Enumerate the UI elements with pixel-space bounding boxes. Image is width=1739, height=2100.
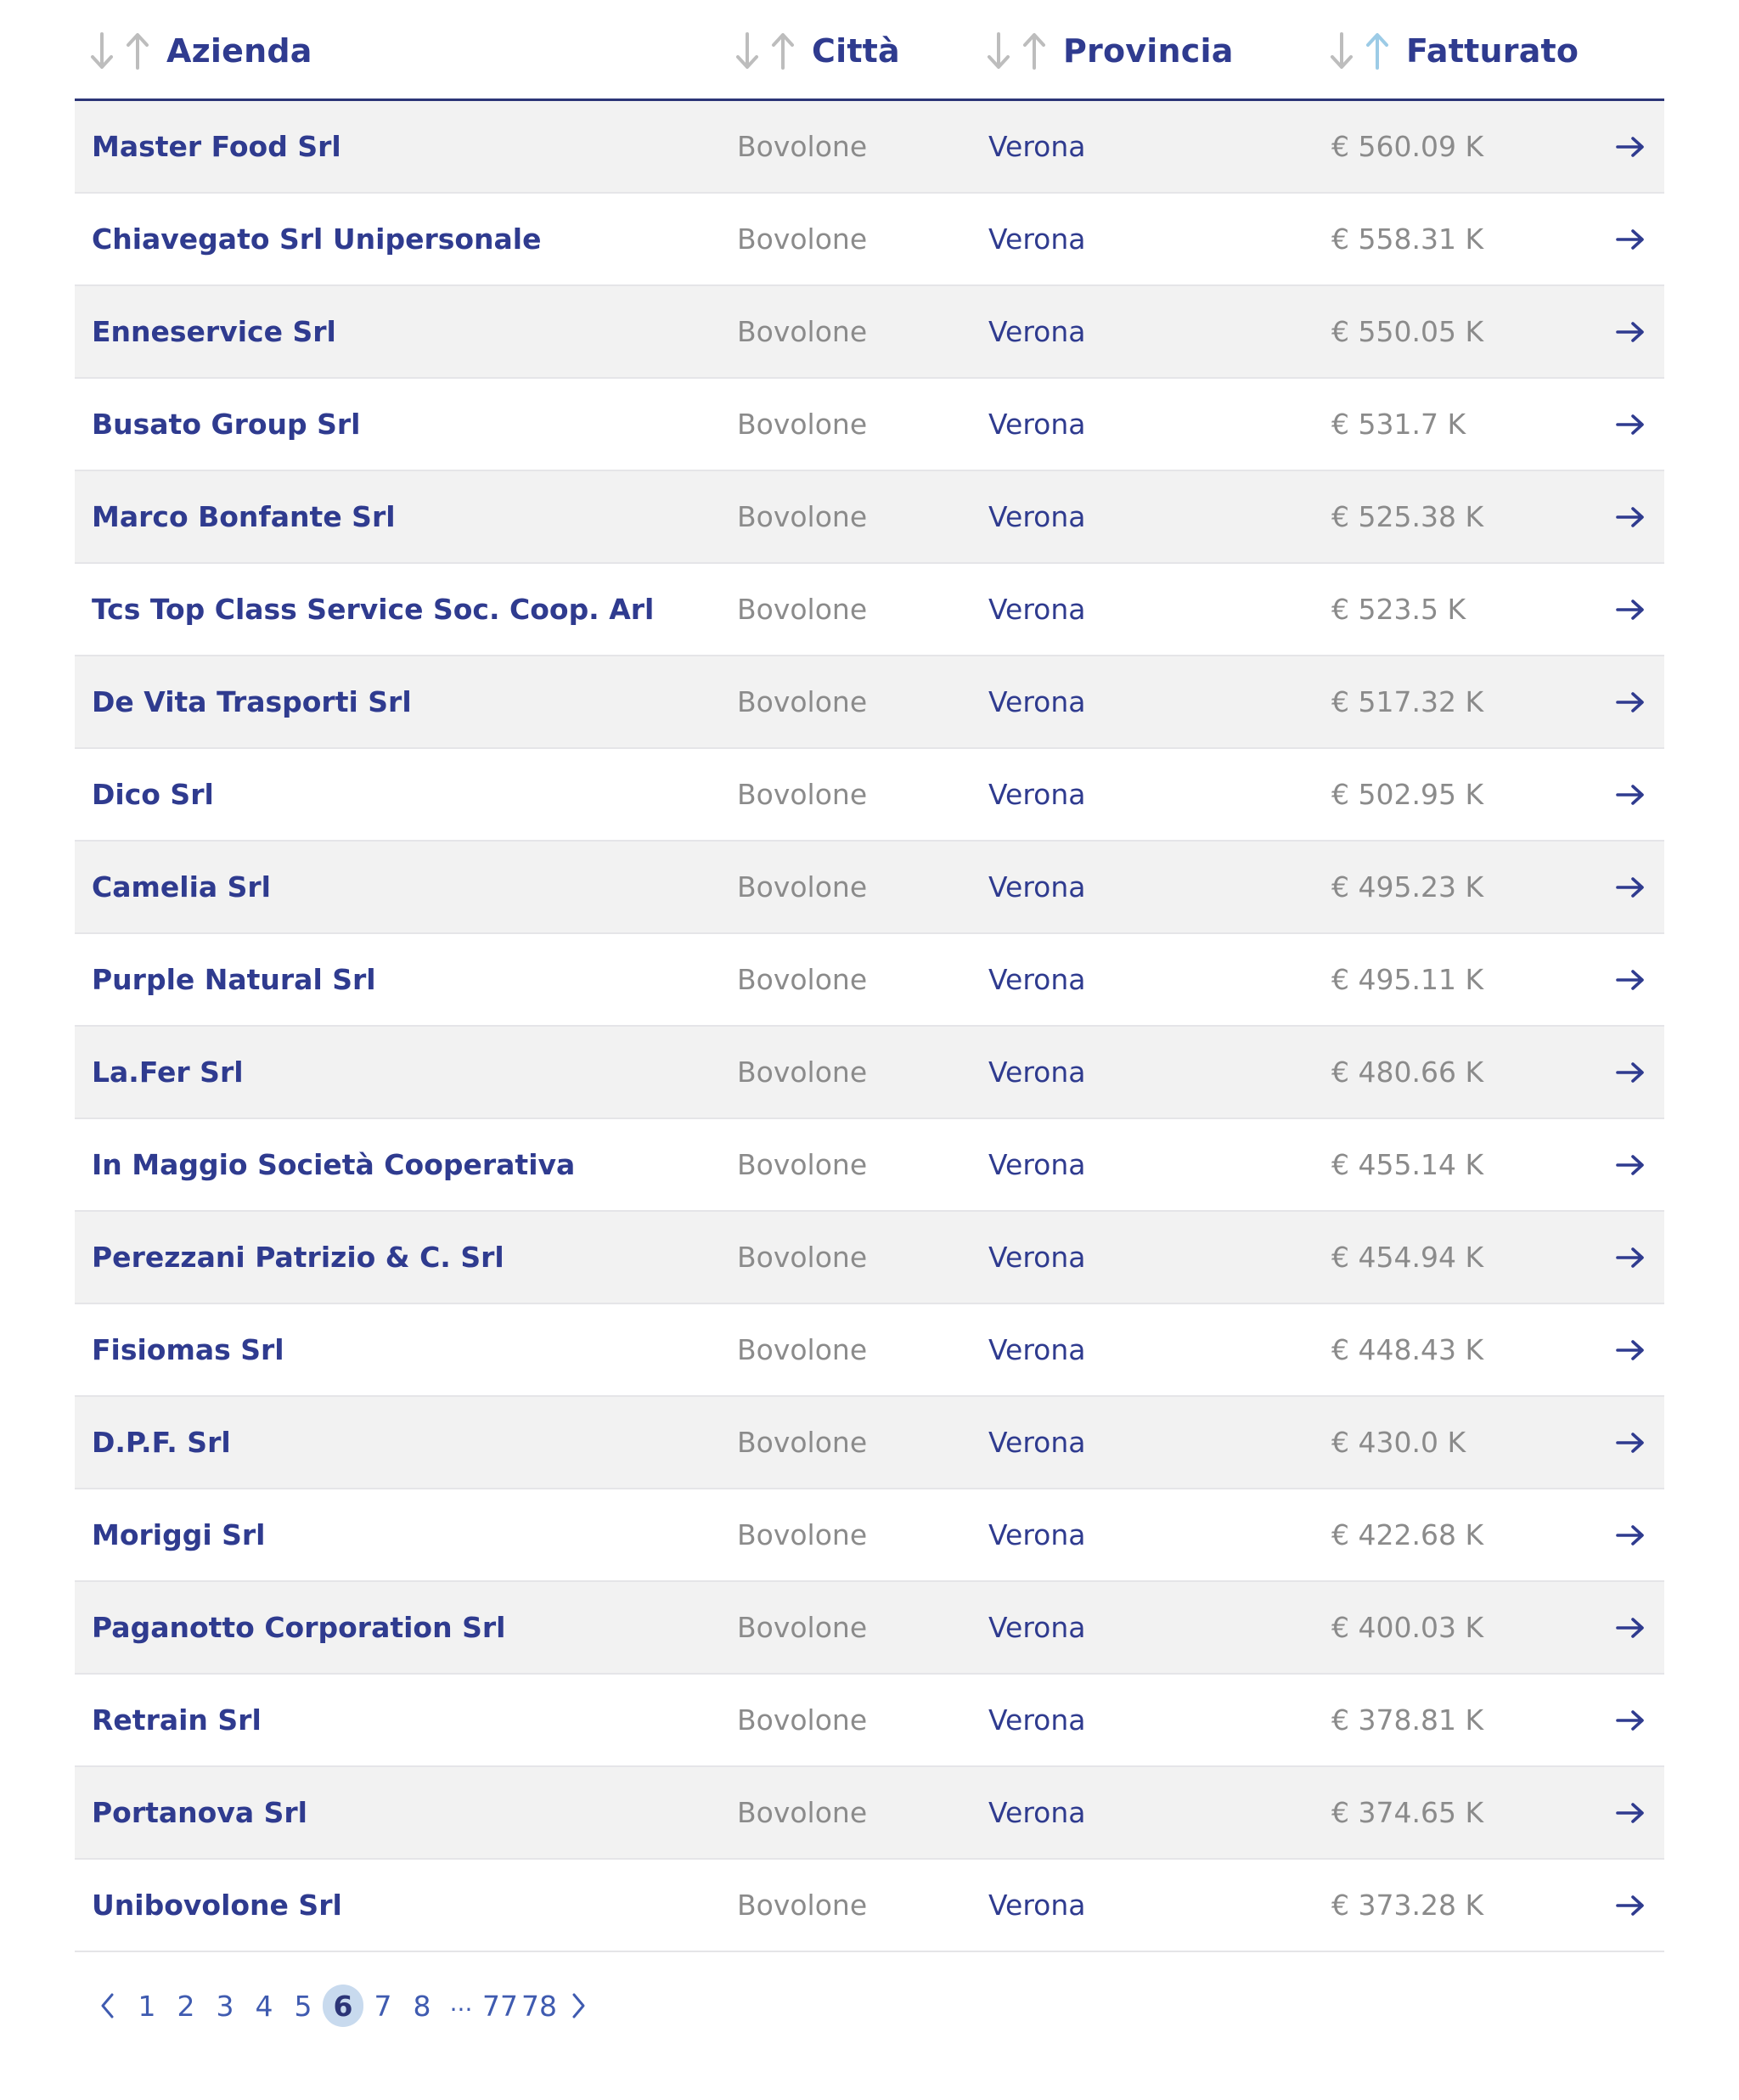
province-cell: Verona	[988, 1703, 1086, 1737]
revenue-cell: € 550.05 K	[1331, 315, 1484, 348]
province-cell: Verona	[988, 130, 1086, 163]
arrow-right-icon[interactable]	[1613, 656, 1647, 747]
table-row[interactable]	[75, 1582, 1664, 1675]
prev-page-button[interactable]	[88, 1985, 127, 2027]
company-name-link[interactable]: Portanova Srl	[92, 1796, 307, 1829]
table-row[interactable]	[75, 1119, 1664, 1212]
arrow-right-icon[interactable]	[1613, 1119, 1647, 1210]
city-cell: Bovolone	[737, 408, 868, 441]
city-cell: Bovolone	[737, 222, 868, 256]
province-cell: Verona	[988, 1889, 1086, 1922]
province-cell: Verona	[988, 1796, 1086, 1829]
page-numbers	[127, 1985, 559, 2027]
company-name-link[interactable]: De Vita Trasporti Srl	[92, 685, 412, 718]
province-cell: Verona	[988, 1056, 1086, 1089]
revenue-cell: € 373.28 K	[1331, 1889, 1484, 1922]
page-button[interactable]: 1	[138, 1989, 156, 2023]
company-name-link[interactable]: Purple Natural Srl	[92, 963, 376, 996]
revenue-cell: € 480.66 K	[1331, 1056, 1484, 1089]
page-button[interactable]: 7	[374, 1989, 392, 2023]
province-cell: Verona	[988, 1518, 1086, 1551]
province-cell: Verona	[988, 1611, 1086, 1644]
company-name-link[interactable]: Fisiomas Srl	[92, 1333, 284, 1366]
city-cell: Bovolone	[737, 1703, 868, 1737]
page-button[interactable]: 78	[521, 1989, 557, 2023]
revenue-cell: € 523.5 K	[1331, 593, 1466, 626]
revenue-cell: € 430.0 K	[1331, 1426, 1466, 1459]
page-button-current[interactable]: 6	[323, 1985, 363, 2027]
companies-table	[75, 0, 1664, 1952]
table-row[interactable]	[75, 1397, 1664, 1489]
column-header-citta-label: Città	[812, 32, 900, 70]
arrow-right-icon[interactable]	[1613, 1767, 1647, 1858]
table-row[interactable]	[75, 1675, 1664, 1767]
pagination	[88, 1980, 598, 2031]
company-name-link[interactable]: Retrain Srl	[92, 1703, 262, 1737]
page-button[interactable]: 77	[482, 1989, 518, 2023]
table-row[interactable]	[75, 379, 1664, 471]
arrow-right-icon[interactable]	[1613, 1397, 1647, 1488]
table-row[interactable]	[75, 564, 1664, 656]
column-header-azienda-label: Azienda	[166, 32, 312, 70]
table-row[interactable]	[75, 286, 1664, 379]
page-button[interactable]: 3	[216, 1989, 234, 2023]
city-cell: Bovolone	[737, 500, 868, 533]
city-cell: Bovolone	[737, 1611, 868, 1644]
column-header-fatturato[interactable]	[1330, 25, 1579, 76]
province-cell: Verona	[988, 1148, 1086, 1181]
province-cell: Verona	[988, 593, 1086, 626]
province-cell: Verona	[988, 1333, 1086, 1366]
city-cell: Bovolone	[737, 1518, 868, 1551]
arrow-right-icon[interactable]	[1613, 101, 1647, 192]
arrow-right-icon[interactable]	[1613, 1489, 1647, 1580]
company-name-link[interactable]: Perezzani Patrizio & C. Srl	[92, 1241, 504, 1274]
city-cell: Bovolone	[737, 593, 868, 626]
province-cell: Verona	[988, 778, 1086, 811]
revenue-cell: € 560.09 K	[1331, 130, 1484, 163]
chevron-right-icon	[569, 1991, 588, 2020]
company-name-link[interactable]: Chiavegato Srl Unipersonale	[92, 222, 542, 256]
page-button[interactable]: 8	[413, 1989, 431, 2023]
next-page-button[interactable]	[559, 1985, 598, 2027]
company-name-link[interactable]: Dico Srl	[92, 778, 214, 811]
table-row[interactable]	[75, 194, 1664, 286]
company-name-link[interactable]: Enneservice Srl	[92, 315, 336, 348]
arrow-right-icon[interactable]	[1613, 471, 1647, 562]
column-header-provincia-label: Provincia	[1063, 32, 1234, 70]
table-row[interactable]	[75, 1212, 1664, 1304]
city-cell: Bovolone	[737, 1333, 868, 1366]
page-button[interactable]: 4	[255, 1989, 273, 2023]
company-name-link[interactable]: D.P.F. Srl	[92, 1426, 231, 1459]
table-row[interactable]	[75, 934, 1664, 1027]
revenue-cell: € 455.14 K	[1331, 1148, 1484, 1181]
revenue-cell: € 422.68 K	[1331, 1518, 1484, 1551]
city-cell: Bovolone	[737, 778, 868, 811]
city-cell: Bovolone	[737, 1056, 868, 1089]
sort-desc-icon[interactable]	[735, 32, 759, 70]
company-name-link[interactable]: Unibovolone Srl	[92, 1889, 342, 1922]
revenue-cell: € 374.65 K	[1331, 1796, 1484, 1829]
arrow-right-icon[interactable]	[1613, 564, 1647, 655]
sort-asc-icon-active[interactable]	[1365, 32, 1389, 70]
arrow-right-icon[interactable]	[1613, 1304, 1647, 1395]
company-name-link[interactable]: Busato Group Srl	[92, 408, 361, 441]
table-row[interactable]	[75, 749, 1664, 842]
province-cell: Verona	[988, 1241, 1086, 1274]
province-cell: Verona	[988, 963, 1086, 996]
arrow-right-icon[interactable]	[1613, 286, 1647, 377]
table-row[interactable]	[75, 1860, 1664, 1952]
revenue-cell: € 525.38 K	[1331, 500, 1484, 533]
company-name-link[interactable]: Marco Bonfante Srl	[92, 500, 396, 533]
company-name-link[interactable]: Tcs Top Class Service Soc. Coop. Arl	[92, 593, 655, 626]
revenue-cell: € 495.11 K	[1331, 963, 1484, 996]
city-cell: Bovolone	[737, 963, 868, 996]
company-name-link[interactable]: La.Fer Srl	[92, 1056, 244, 1089]
arrow-right-icon[interactable]	[1613, 842, 1647, 932]
sort-asc-icon[interactable]	[126, 32, 149, 70]
company-name-link[interactable]: Camelia Srl	[92, 870, 271, 904]
arrow-right-icon[interactable]	[1613, 1027, 1647, 1118]
page-ellipsis: ...	[449, 1988, 473, 2017]
arrow-right-icon[interactable]	[1613, 1675, 1647, 1765]
city-cell: Bovolone	[737, 685, 868, 718]
arrow-right-icon[interactable]	[1613, 749, 1647, 840]
sort-asc-icon[interactable]	[1022, 32, 1046, 70]
arrow-right-icon[interactable]	[1613, 1860, 1647, 1951]
chevron-left-icon	[98, 1991, 117, 2020]
table-row[interactable]	[75, 656, 1664, 749]
province-cell: Verona	[988, 222, 1086, 256]
province-cell: Verona	[988, 685, 1086, 718]
city-cell: Bovolone	[737, 1889, 868, 1922]
revenue-cell: € 400.03 K	[1331, 1611, 1484, 1644]
province-cell: Verona	[988, 1426, 1086, 1459]
company-name-link[interactable]: Moriggi Srl	[92, 1518, 266, 1551]
sort-desc-icon[interactable]	[90, 32, 114, 70]
city-cell: Bovolone	[737, 1796, 868, 1829]
city-cell: Bovolone	[737, 130, 868, 163]
page-button[interactable]: 2	[177, 1989, 195, 2023]
city-cell: Bovolone	[737, 1426, 868, 1459]
table-row[interactable]	[75, 1489, 1664, 1582]
sort-desc-icon[interactable]	[1330, 32, 1353, 70]
sort-asc-icon[interactable]	[771, 32, 795, 70]
column-header-citta[interactable]	[735, 25, 900, 76]
province-cell: Verona	[988, 315, 1086, 348]
table-body	[75, 101, 1664, 1952]
sort-desc-icon[interactable]	[987, 32, 1010, 70]
city-cell: Bovolone	[737, 1241, 868, 1274]
city-cell: Bovolone	[737, 870, 868, 904]
province-cell: Verona	[988, 870, 1086, 904]
column-header-provincia[interactable]	[987, 25, 1234, 76]
revenue-cell: € 517.32 K	[1331, 685, 1484, 718]
arrow-right-icon[interactable]	[1613, 1582, 1647, 1673]
city-cell: Bovolone	[737, 1148, 868, 1181]
company-name-link[interactable]: Master Food Srl	[92, 130, 341, 163]
revenue-cell: € 448.43 K	[1331, 1333, 1484, 1366]
table-row[interactable]	[75, 101, 1664, 194]
province-cell: Verona	[988, 500, 1086, 533]
revenue-cell: € 454.94 K	[1331, 1241, 1484, 1274]
table-row[interactable]	[75, 471, 1664, 564]
company-name-link[interactable]: Paganotto Corporation Srl	[92, 1611, 506, 1644]
table-row[interactable]	[75, 1767, 1664, 1860]
city-cell: Bovolone	[737, 315, 868, 348]
revenue-cell: € 378.81 K	[1331, 1703, 1484, 1737]
table-header	[75, 0, 1664, 101]
province-cell: Verona	[988, 408, 1086, 441]
revenue-cell: € 531.7 K	[1331, 408, 1466, 441]
column-header-azienda[interactable]	[90, 25, 312, 76]
table-row[interactable]	[75, 1304, 1664, 1397]
table-row[interactable]	[75, 1027, 1664, 1119]
arrow-right-icon[interactable]	[1613, 379, 1647, 470]
company-name-link[interactable]: In Maggio Società Cooperativa	[92, 1148, 576, 1181]
table-row[interactable]	[75, 842, 1664, 934]
arrow-right-icon[interactable]	[1613, 934, 1647, 1025]
revenue-cell: € 495.23 K	[1331, 870, 1484, 904]
column-header-fatturato-label: Fatturato	[1406, 32, 1579, 70]
arrow-right-icon[interactable]	[1613, 194, 1647, 284]
revenue-cell: € 558.31 K	[1331, 222, 1484, 256]
arrow-right-icon[interactable]	[1613, 1212, 1647, 1303]
revenue-cell: € 502.95 K	[1331, 778, 1484, 811]
page-button[interactable]: 5	[294, 1989, 312, 2023]
